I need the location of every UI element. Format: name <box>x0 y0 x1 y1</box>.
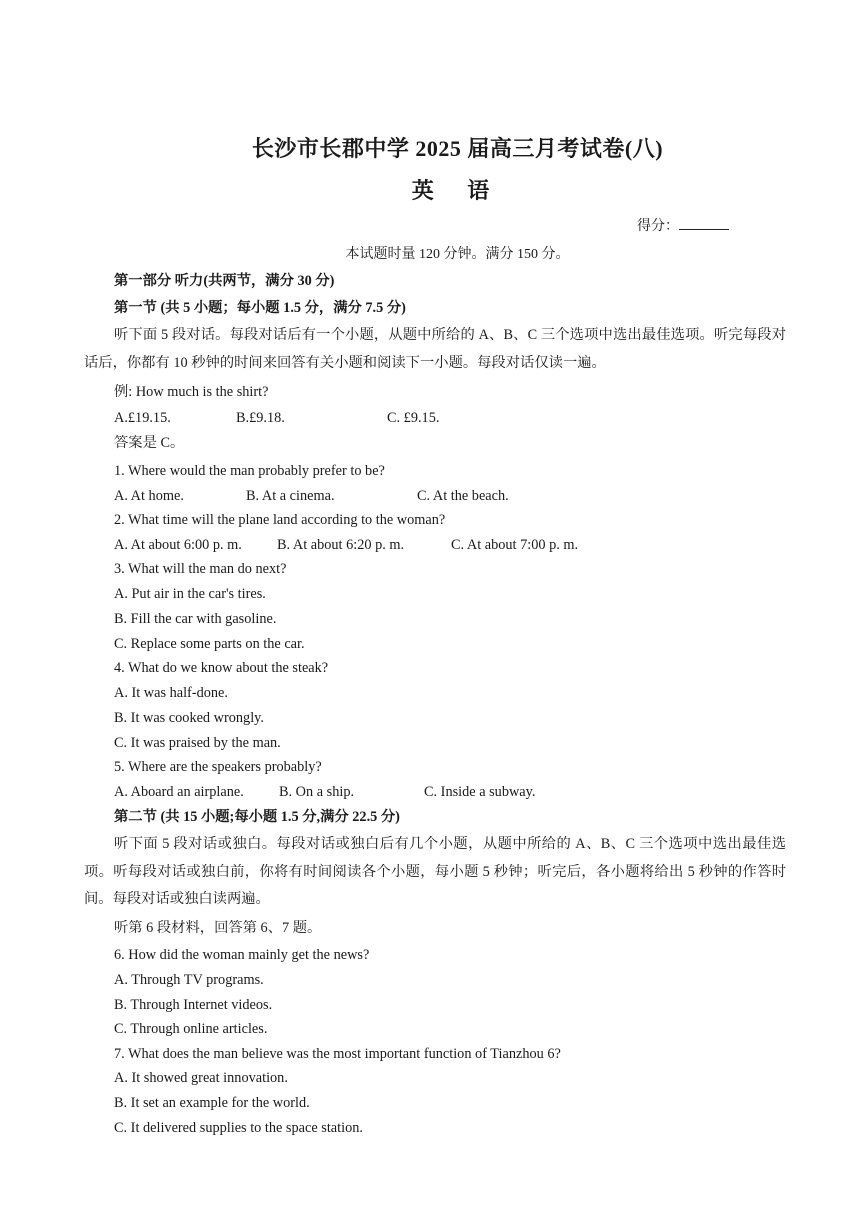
example-option-c: C. £9.15. <box>387 410 440 426</box>
example-question: 例: How much is the shirt? <box>114 384 269 400</box>
section1-instructions: 听下面 5 段对话。每段对话后有一个小题，从题中所给的 A、B、C 三个选项中选出最佳选项。听完每段对话后，你都有 10 秒钟的时间来回答有关小题和阅读下一小题。每段对话仅读一遍。 <box>84 327 786 371</box>
q3-option-b: B. Fill the car with gasoline. <box>114 611 277 627</box>
example-option-b: B.£9.18. <box>236 410 285 426</box>
material6-note: 听第 6 段材料，回答第 6、7 题。 <box>114 920 322 936</box>
q6-option-b: B. Through Internet videos. <box>114 997 273 1013</box>
part1-heading: 第一部分 听力(共两节，满分 30 分) <box>114 273 335 289</box>
example-answer: 答案是 C。 <box>114 435 185 451</box>
q7-question: 7. What does the man believe was the most important function of Tianzhou 6? <box>114 1046 561 1062</box>
score-label: 得分： <box>637 219 679 234</box>
q7-option-c: C. It delivered supplies to the space station. <box>114 1120 363 1136</box>
q3-option-c: C. Replace some parts on the car. <box>114 636 305 652</box>
q4-option-b: B. It was cooked wrongly. <box>114 710 264 726</box>
subject-title: 英 语 <box>411 178 504 203</box>
section2-instructions: 听下面 5 段对话或独白。每段对话或独白后有几个小题，从题中所给的 A、B、C 三个选项中选出最佳选项。听每段对话或独白前，你将有时间阅读各个小题，每小题 5 秒钟；听完后，各小题将给出 5 秒钟的作答时间。每段对话或独白读两遍。 <box>84 836 786 907</box>
q5-option-a: A. Aboard an airplane. <box>114 784 244 800</box>
section2-heading: 第二节 (共 15 小题;每小题 1.5 分,满分 22.5 分) <box>114 809 400 825</box>
q3-option-a: A. Put air in the car's tires. <box>114 586 266 602</box>
q6-option-c: C. Through online articles. <box>114 1021 268 1037</box>
q7-option-b: B. It set an example for the world. <box>114 1095 310 1111</box>
exam-title: 长沙市长郡中学 2025 届高三月考试卷(八) <box>251 136 664 161</box>
section1-heading: 第一节 (共 5 小题；每小题 1.5 分，满分 7.5 分) <box>114 300 406 316</box>
q2-option-a: A. At about 6:00 p. m. <box>114 537 242 553</box>
q7-option-a: A. It showed great innovation. <box>114 1070 288 1086</box>
q1-option-a: A. At home. <box>114 488 184 504</box>
timing-note: 本试题时量 120 分钟。满分 150 分。 <box>345 247 570 262</box>
q4-option-c: C. It was praised by the man. <box>114 735 281 751</box>
score-field <box>637 215 729 235</box>
q2-question: 2. What time will the plane land according to the woman? <box>114 512 446 528</box>
q2-option-c: C. At about 7:00 p. m. <box>451 537 579 553</box>
q1-question: 1. Where would the man probably prefer to be? <box>114 463 385 479</box>
q1-option-c: C. At the beach. <box>417 488 509 504</box>
q5-question: 5. Where are the speakers probably? <box>114 759 322 775</box>
q5-option-b: B. On a ship. <box>279 784 355 800</box>
q4-question: 4. What do we know about the steak? <box>114 660 329 676</box>
score-blank[interactable] <box>679 215 729 230</box>
q4-option-a: A. It was half-done. <box>114 685 228 701</box>
q1-option-b: B. At a cinema. <box>246 488 335 504</box>
q3-question: 3. What will the man do next? <box>114 561 287 577</box>
q5-option-c: C. Inside a subway. <box>424 784 536 800</box>
q6-option-a: A. Through TV programs. <box>114 972 264 988</box>
q2-option-b: B. At about 6:20 p. m. <box>277 537 405 553</box>
q6-question: 6. How did the woman mainly get the news? <box>114 947 370 963</box>
example-option-a: A.£19.15. <box>114 410 171 426</box>
